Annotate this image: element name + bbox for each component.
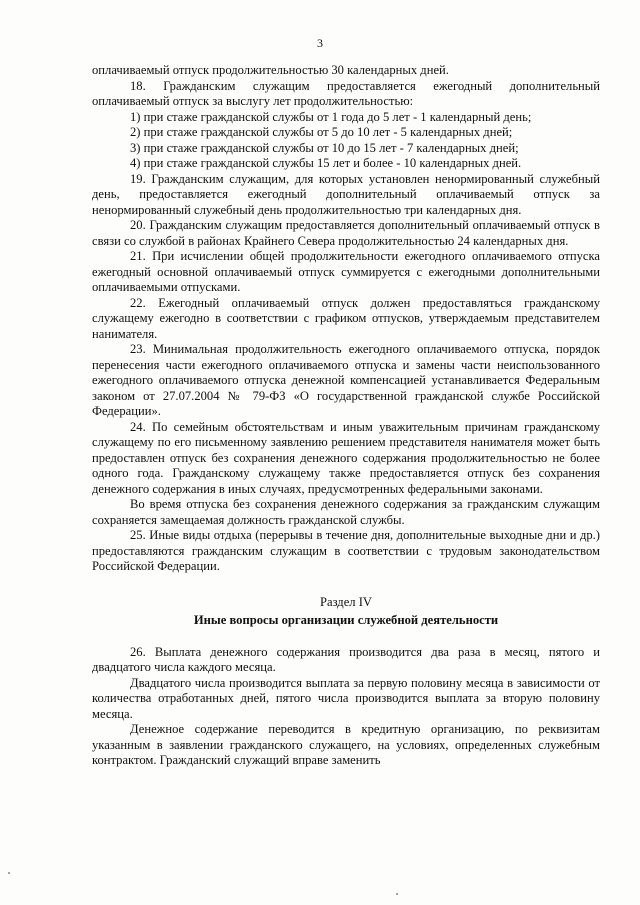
document-body [92,63,600,769]
paragraph: 24. По семейным обстоятельствам и иным уважительным причинам гражданскому служащему по его письменному заявлению решением представителя нанимателя может быть предоставлен отпуск без сохранения денежного содержания продолжительностью не более одного года. Гражданскому служащему также предоставляется отпуск без сохранения денежного содержания в иных случаях, предусмотренных федеральными законами. [92,419,600,496]
paragraph: 19. Гражданским служащим, для которых установлен ненормированный служебный день, предоставляется ежегодный дополнительный оплачиваемый отпуск за ненормированный служебный день продолжительностью три календарных дня. [92,171,600,217]
scan-speck [396,893,398,895]
paragraph: Во время отпуска без сохранения денежного содержания за гражданским служащим сохраняется замещаемая должность гражданской службы. [92,497,600,527]
paragraph: 2) при стаже гражданской службы от 5 до 10 лет - 5 календарных дней; [130,125,513,139]
scan-speck [8,872,10,874]
paragraph: Двадцатого числа производится выплата за первую половину месяца в зависимости от количества отработанных дней, пятого числа производится выплата за вторую половину месяца. [92,675,600,721]
paragraph: оплачиваемый отпуск продолжительностью 30 календарных дней. [92,63,449,77]
paragraph: 26. Выплата денежного содержания производится два раза в месяц, пятого и двадцатого числа каждого месяца. [92,644,600,674]
paragraph: 23. Минимальная продолжительность ежегодного оплачиваемого отпуска, порядок перенесения части ежегодного оплачиваемого отпуска и замены части неиспользованного ежегодного оплачиваемого отпуска денежной компенсацией устанавливается Федеральным законом от 27.07.2004 № 79-ФЗ «О государственной гражданской службе Российской Федерации». [92,342,600,418]
paragraphs-part1 [92,63,600,575]
paragraph: Денежное содержание переводится в кредитную организацию, по реквизитам указанным в заявлении гражданского служащего, на условиях, определенных служебным контрактом. Гражданский служащий вправе заменить [92,722,600,767]
paragraph: 20. Гражданским служащим предоставляется дополнительный оплачиваемый отпуск в связи со службой в районах Крайнего Севера продолжительностью 24 календарных дня. [92,218,600,248]
paragraph: 22. Ежегодный оплачиваемый отпуск должен предоставляться гражданскому служащему ежегодно в соответствии с графиком отпусков, утверждаемым представителем нанимателя. [92,295,600,341]
paragraph: 18. Гражданским служащим предоставляется ежегодный дополнительный оплачиваемый отпуск за выслугу лет продолжительностью: [92,78,600,108]
section-subtitle: Иные вопросы организации служебной деятельности [193,612,499,627]
paragraphs-part2 [92,645,600,769]
paragraph: 1) при стаже гражданской службы от 1 года до 5 лет - 1 календарный день; [130,109,532,124]
page-number: 3 [317,36,323,50]
section-heading: Раздел IV [319,594,373,609]
paragraph: 25. Иные виды отдыха (перерывы в течение дня, дополнительные выходные дни и др.) предоставляются гражданским служащим в соответствии с трудовым законодательством Российской Федерации. [92,528,600,573]
paragraph: 3) при стаже гражданской службы от 10 до 15 лет - 7 календарных дней; [130,140,519,155]
paragraph: 21. При исчислении общей продолжительности ежегодного оплачиваемого отпуска ежегодный основной оплачиваемый отпуск суммируется с ежегодными дополнительными оплачиваемыми отпусками. [92,249,600,294]
paragraph: 4) при стаже гражданской службы 15 лет и более - 10 календарных дней. [130,156,522,170]
